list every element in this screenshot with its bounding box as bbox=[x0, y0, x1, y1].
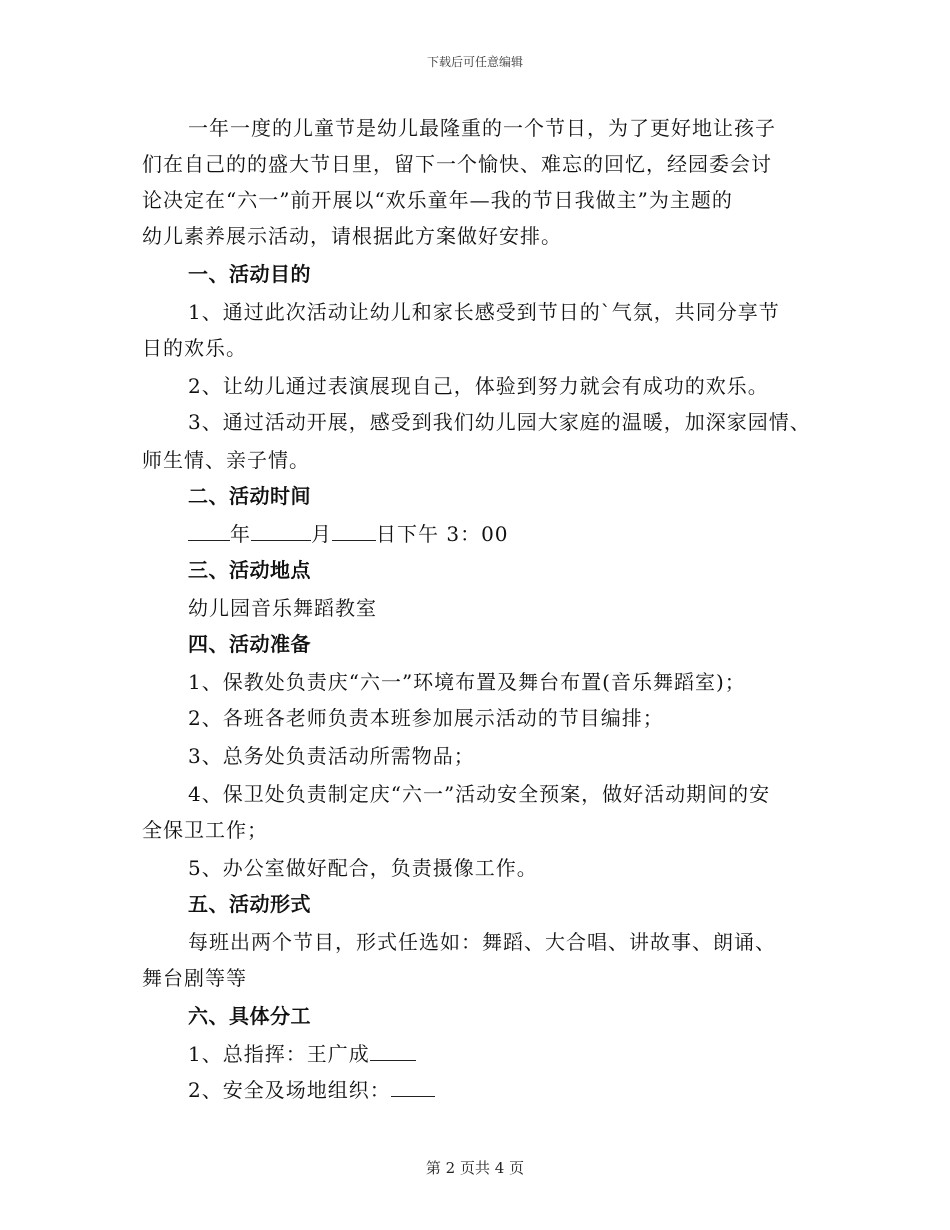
division-item-1 bbox=[188, 1042, 416, 1066]
section-1-heading: 一、活动目的 bbox=[188, 262, 311, 286]
day-blank bbox=[332, 522, 376, 541]
section-4-heading: 四、活动准备 bbox=[188, 632, 311, 656]
prep-item-2: 2、各班各老师负责本班参加展示活动的节目编排； bbox=[188, 706, 664, 730]
section-2-heading: 二、活动时间 bbox=[188, 484, 311, 508]
purpose-item-3-cont: 师生情、亲子情。 bbox=[142, 448, 310, 472]
intro-line-4: 幼儿素养展示活动，请根据此方案做好安排。 bbox=[142, 224, 562, 248]
page-header: 下载后可任意编辑 bbox=[426, 55, 523, 69]
format-line-2: 舞台剧等等 bbox=[142, 966, 247, 990]
safety-blank bbox=[391, 1078, 435, 1097]
safety-text: 2、安全及场地组织： bbox=[188, 1078, 391, 1102]
prep-item-1: 1、保教处负责庆“六一”环境布置及舞台布置(音乐舞蹈室)； bbox=[188, 670, 746, 694]
page-footer: 第 2 页共 4 页 bbox=[425, 1159, 525, 1177]
year-label: 年 bbox=[230, 522, 251, 546]
purpose-item-1: 1、通过此次活动让幼儿和家长感受到节日的`气氛，共同分享节 bbox=[188, 300, 780, 324]
division-item-2 bbox=[188, 1078, 435, 1102]
format-line-1: 每班出两个节目，形式任选如：舞蹈、大合唱、讲故事、朗诵、 bbox=[188, 930, 776, 954]
section-6-heading: 六、具体分工 bbox=[188, 1004, 311, 1028]
purpose-item-3: 3、通过活动开展，感受到我们幼儿园大家庭的温暖，加深家园情、 bbox=[188, 410, 811, 434]
intro-line-2: 们在自己的的盛大节日里，留下一个愉快、难忘的回忆，经园委会讨 bbox=[142, 152, 772, 176]
section-3-heading: 三、活动地点 bbox=[188, 558, 311, 582]
section-5-heading: 五、活动形式 bbox=[188, 892, 311, 916]
activity-time bbox=[188, 522, 509, 546]
commander-text: 1、总指挥：王广成 bbox=[188, 1042, 370, 1066]
year-blank bbox=[188, 522, 230, 541]
intro-line-1: 一年一度的儿童节是幼儿最隆重的一个节日，为了更好地让孩子 bbox=[188, 116, 776, 140]
month-label: 月 bbox=[311, 522, 332, 546]
commander-blank bbox=[370, 1042, 416, 1061]
intro-line-3: 论决定在“六一”前开展以“欢乐童年—我的节日我做主”为主题的 bbox=[142, 188, 733, 212]
prep-item-3: 3、总务处负责活动所需物品； bbox=[188, 744, 475, 768]
purpose-item-1-cont: 日的欢乐。 bbox=[142, 336, 247, 360]
month-blank bbox=[251, 522, 311, 541]
prep-item-4-cont: 全保卫工作； bbox=[142, 818, 268, 842]
purpose-item-2: 2、让幼儿通过表演展现自己，体验到努力就会有成功的欢乐。 bbox=[188, 374, 769, 398]
activity-location: 幼儿园音乐舞蹈教室 bbox=[188, 596, 377, 620]
time-text: 日下午 3：00 bbox=[376, 522, 509, 546]
prep-item-5: 5、办公室做好配合，负责摄像工作。 bbox=[188, 856, 538, 880]
prep-item-4: 4、保卫处负责制定庆“六一”活动安全预案，做好活动期间的安 bbox=[188, 782, 771, 806]
